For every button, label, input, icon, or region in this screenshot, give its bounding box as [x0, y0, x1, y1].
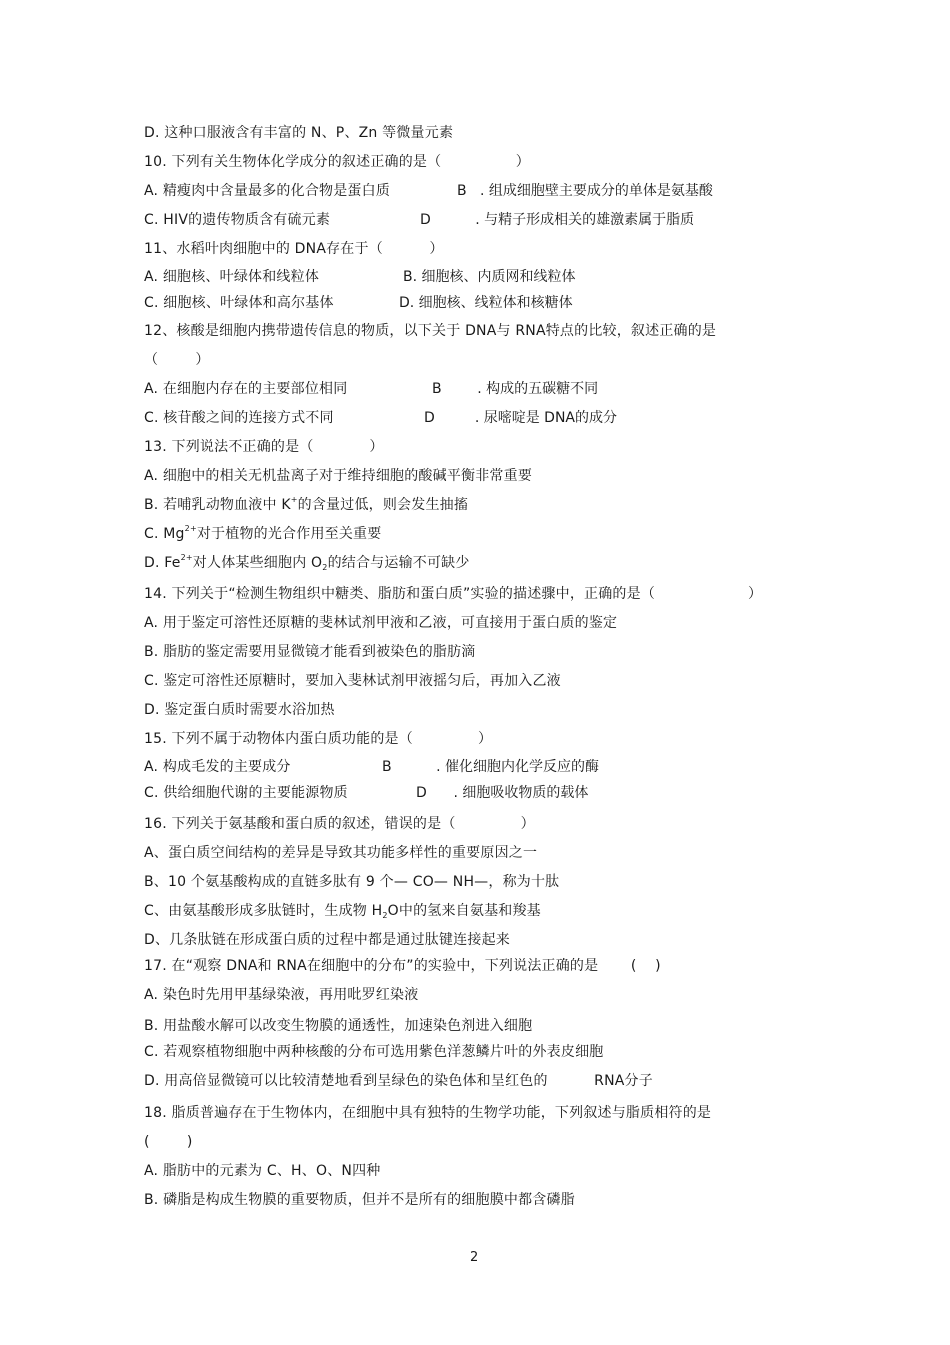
- q16-option-b: B、10 个氨基酸构成的直链多肽有 9 个— CO— NH—，称为十肽: [144, 874, 560, 890]
- q17-option-b: B. 用盐酸水解可以改变生物膜的通透性，加速染色剂进入细胞: [144, 1018, 533, 1034]
- q10-option-c: C. HIV的遗传物质含有硫元素: [144, 212, 331, 228]
- q17-option-c: C. 若观察植物细胞中两种核酸的分布可选用紫色洋葱鳞片叶的外表皮细胞: [144, 1044, 604, 1060]
- question-14: 14. 下列关于“检测生物组织中糖类、脂肪和蛋白质”实验的描述骤中，正确的是（ ）: [144, 586, 763, 602]
- q11-option-a: A. 细胞核、叶绿体和线粒体: [144, 269, 320, 285]
- q15-option-d: D . 细胞吸收物质的载体: [416, 785, 589, 801]
- q14-option-c: C. 鉴定可溶性还原糖时，要加入斐林试剂甲液摇匀后，再加入乙液: [144, 673, 561, 689]
- q14-option-b: B. 脂肪的鉴定需要用显微镜才能看到被染色的脂肪滴: [144, 644, 476, 660]
- q12-option-d: D . 尿嘧啶是 DNA的成分: [424, 410, 618, 426]
- page-number: 2: [470, 1250, 479, 1265]
- question-11: 11、水稻叶肉细胞中的 DNA存在于（ ）: [144, 241, 444, 257]
- q14-option-d: D. 鉴定蛋白质时需要水浴加热: [144, 702, 335, 718]
- q13-option-a: A. 细胞中的相关无机盐离子对于维持细胞的酸碱平衡非常重要: [144, 468, 533, 484]
- question-12: 12、核酸是细胞内携带遗传信息的物质，以下关于 DNA与 RNA特点的比较，叙述正确的是: [144, 323, 717, 339]
- q10-option-d: D . 与精子形成相关的雄激素属于脂质: [420, 212, 695, 228]
- q15-option-a: A. 构成毛发的主要成分: [144, 759, 291, 775]
- q10-option-a: A. 精瘦肉中含量最多的化合物是蛋白质: [144, 183, 391, 199]
- option-d-prev: D. 这种口服液含有丰富的 N、P、Zn 等微量元素: [144, 125, 454, 141]
- q17-option-a: A. 染色时先用甲基绿染液，再用吡罗红染液: [144, 987, 419, 1003]
- q12-option-b: B . 构成的五碳糖不同: [432, 381, 599, 397]
- q13-option-d: D. $Fe^{2+}$对人体某些细胞内 $O_2$的结合与运输不可缺少: [144, 553, 470, 572]
- q17-option-d: D. 用高倍显微镜可以比较清楚地看到呈绿色的染色体和呈红色的 RNA分子: [144, 1073, 653, 1089]
- question-13: 13. 下列说法不正确的是（ ）: [144, 439, 384, 455]
- q13-option-c: C. $Mg^{2+}$对于植物的光合作用至关重要: [144, 524, 382, 542]
- q18-option-a: A. 脂肪中的元素为 C、H、O、N四种: [144, 1163, 381, 1179]
- q16-option-a: A、蛋白质空间结构的差异是导致其功能多样性的重要原因之一: [144, 845, 538, 861]
- question-15: 15. 下列不属于动物体内蛋白质功能的是（ ）: [144, 731, 493, 747]
- question-17: 17. 在“观察 DNA和 RNA在细胞中的分布”的实验中，下列说法正确的是 ( ): [144, 958, 661, 974]
- q15-option-b: B . 催化细胞内化学反应的酶: [382, 759, 600, 775]
- q14-option-a: A. 用于鉴定可溶性还原糖的斐林试剂甲液和乙液，可直接用于蛋白质的鉴定: [144, 615, 618, 631]
- q11-option-d: D. 细胞核、线粒体和核糖体: [399, 295, 573, 311]
- q16-option-d: D、几条肽链在形成蛋白质的过程中都是通过肽键连接起来: [144, 932, 510, 948]
- q12-option-a: A. 在细胞内存在的主要部位相同: [144, 381, 348, 397]
- question-18-paren: ( ): [144, 1134, 193, 1150]
- question-12-paren: （ ）: [144, 352, 210, 368]
- q15-option-c: C. 供给细胞代谢的主要能源物质: [144, 785, 348, 801]
- q11-option-b: B. 细胞核、内质网和线粒体: [403, 269, 576, 285]
- q18-option-b: B. 磷脂是构成生物膜的重要物质，但并不是所有的细胞膜中都含磷脂: [144, 1192, 575, 1208]
- q16-option-c: C、由氨基酸形成多肽链时，生成物 $H_2O$中的氢来自氨基和羧基: [144, 903, 541, 920]
- q11-option-c: C. 细胞核、叶绿体和高尔基体: [144, 295, 334, 311]
- question-18: 18. 脂质普遍存在于生物体内，在细胞中具有独特的生物学功能，下列叙述与脂质相符的是: [144, 1105, 712, 1121]
- q13-option-b: B. 若哺乳动物血液中 K+的含量过低，则会发生抽搐: [144, 495, 469, 513]
- question-16: 16. 下列关于氨基酸和蛋白质的叙述，错误的是（ ）: [144, 816, 535, 832]
- question-10: 10. 下列有关生物体化学成分的叙述正确的是（ ）: [144, 154, 530, 170]
- q12-option-c: C. 核苷酸之间的连接方式不同: [144, 410, 334, 426]
- q10-option-b: B . 组成细胞壁主要成分的单体是氨基酸: [457, 183, 713, 199]
